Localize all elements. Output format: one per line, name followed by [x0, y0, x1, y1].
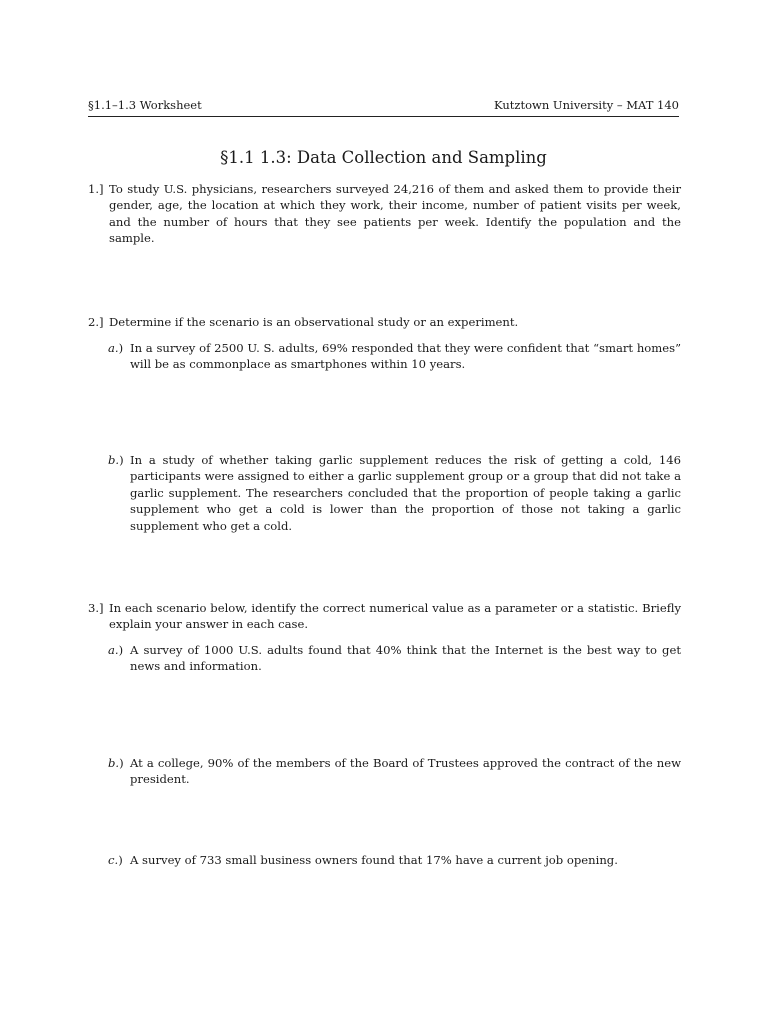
- problem-text: In each scenario below, identify the correct numerical value as a parameter or a statistic. Briefly explain your answer in each case.: [109, 601, 681, 632]
- part-label: a.): [108, 341, 124, 355]
- problem-3-part-b: [108, 755, 681, 788]
- problem-number: 1.]: [88, 182, 104, 196]
- header-course-name: Kutztown University – MAT 140: [494, 98, 679, 112]
- part-label: a.): [108, 643, 124, 657]
- problem-2-part-b: [108, 452, 681, 534]
- part-text: In a study of whether taking garlic supplement reduces the risk of getting a cold, 146 participants were assigned to either a garlic supplement group or a group that did not take a garlic supplement. The researchers concluded that the proportion of people taking a garlic supplement who get a cold is lower than the proportion of those not taking a garlic supplement who get a cold.: [130, 453, 681, 533]
- part-label: c.): [108, 853, 123, 867]
- page-title: §1.1 1.3: Data Collection and Sampling: [220, 148, 547, 167]
- part-label: b.): [108, 756, 124, 770]
- page-header: [88, 96, 679, 117]
- problem-3-part-a: [108, 642, 681, 675]
- problem-3: [88, 600, 681, 633]
- problem-1: [88, 181, 681, 247]
- problem-3-part-c: [108, 852, 681, 868]
- header-worksheet-title: §1.1–1.3 Worksheet: [88, 98, 202, 112]
- problem-2-part-a: [108, 340, 681, 373]
- problem-number: 2.]: [88, 315, 104, 329]
- problem-number: 3.]: [88, 601, 104, 615]
- part-text: A survey of 1000 U.S. adults found that 40% think that the Internet is the best way to get news and information.: [130, 643, 681, 674]
- problem-2: [88, 314, 681, 330]
- part-text: In a survey of 2500 U. S. adults, 69% responded that they were confident that “smart homes” will be as commonplace as smartphones within 10 years.: [130, 341, 681, 372]
- problem-text: Determine if the scenario is an observational study or an experiment.: [109, 315, 519, 329]
- part-text: A survey of 733 small business owners found that 17% have a current job opening.: [130, 853, 618, 867]
- problem-text: To study U.S. physicians, researchers surveyed 24,216 of them and asked them to provide their gender, age, the location at which they work, their income, number of patient visits per week, and the number of hours that they see patients per week. Identify the population and the sample.: [109, 182, 681, 246]
- part-label: b.): [108, 453, 124, 467]
- part-text: At a college, 90% of the members of the Board of Trustees approved the contract of the new president.: [130, 756, 681, 787]
